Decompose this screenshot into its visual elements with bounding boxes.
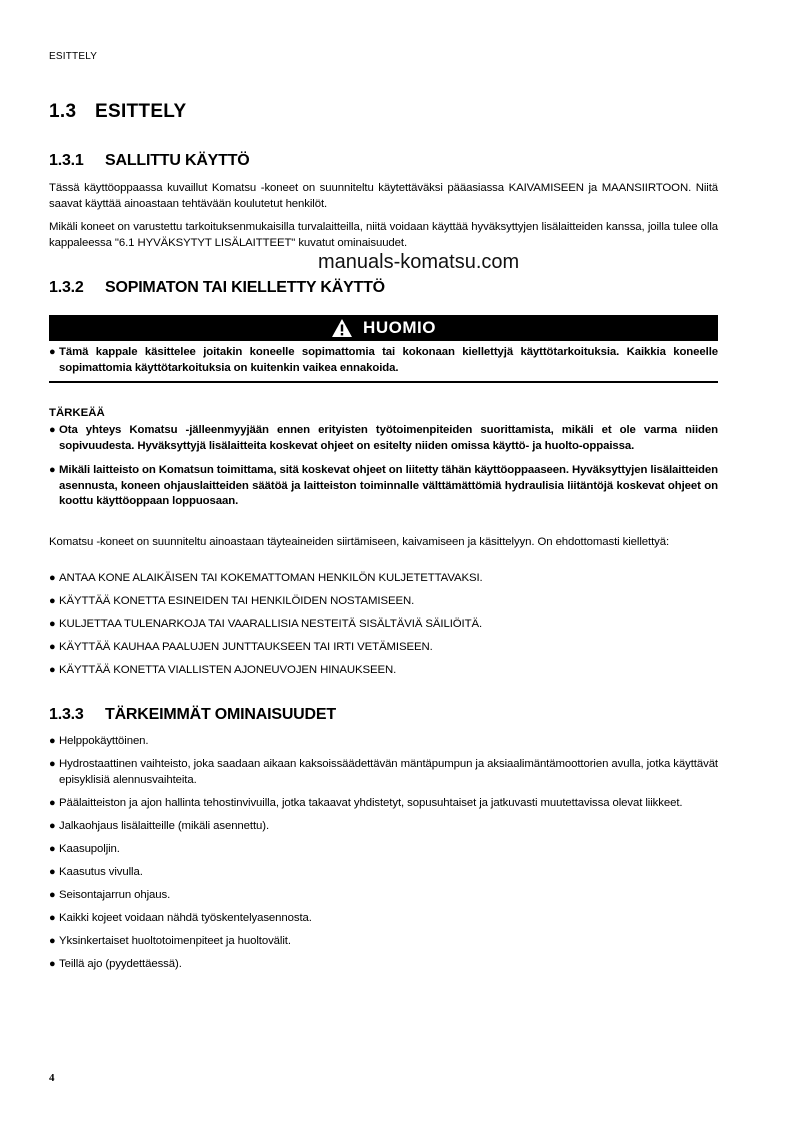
subsection-number: 1.3.1 (49, 152, 84, 169)
bullet-icon: ● (49, 911, 56, 924)
notice-banner (49, 315, 718, 341)
important-list (49, 423, 718, 510)
bullet-icon: ● (49, 888, 56, 901)
divider (49, 381, 718, 383)
feature-item (49, 957, 718, 973)
bullet-icon: ● (49, 735, 56, 747)
prohibited-item-text: KULJETTAA TULENARKOJA TAI VAARALLISIA NESTEITÄ SISÄLTÄVIÄ SÄILIÖITÄ. (59, 618, 483, 630)
prohibited-item (49, 617, 718, 633)
feature-item (49, 865, 718, 881)
subsection-number: 1.3.3 (49, 706, 84, 723)
feature-item (49, 796, 718, 812)
bullet-icon: ● (49, 424, 56, 436)
bullet-icon: ● (49, 842, 56, 855)
section-number: 1.3 (49, 101, 77, 122)
feature-item (49, 934, 718, 950)
bullet-icon: ● (49, 595, 56, 607)
feature-item (49, 888, 718, 904)
prohibited-item (49, 594, 718, 610)
feature-item-text: Helppokäyttöinen. (59, 735, 149, 747)
prohibited-list (49, 571, 718, 686)
subsection-title: SALLITTU KÄYTTÖ (105, 152, 250, 169)
bullet-icon: ● (49, 865, 56, 878)
paragraph: Mikäli koneet on varustettu tarkoituksenmukaisilla turvalaitteilla, niitä voidaan käyttää hyväksyttyjen lisälaitteiden kanssa, joilla tulee olla kappaleessa "6.1 HYVÄKSYTYT LISÄLAITTEET" kuvatut ominaisuudet. (49, 221, 718, 249)
bullet-icon: ● (49, 641, 56, 653)
feature-item-text: Kaikki kojeet voidaan nähdä työskentelyasennosta. (59, 911, 312, 924)
subsection-title: SOPIMATON TAI KIELLETTY KÄYTTÖ (105, 279, 385, 296)
warning-triangle-icon (331, 318, 353, 338)
prohibited-item-text: KÄYTTÄÄ KAUHAA PAALUJEN JUNTTAUKSEEN TAI IRTI VETÄMISEEN. (59, 641, 433, 653)
feature-item (49, 757, 718, 788)
bullet-icon: ● (49, 957, 56, 970)
bullet-icon: ● (49, 664, 56, 676)
watermark: manuals-komatsu.com (318, 251, 520, 273)
bullet-icon: ● (49, 796, 56, 809)
paragraph: Komatsu -koneet on suunniteltu ainoastaan täyteaineiden siirtämiseen, kaivamiseen ja käsittelyyn. On ehdottomasti kiellettyä: (49, 536, 670, 548)
subsection-heading-1-3-3 (49, 706, 336, 724)
bullet-icon: ● (49, 758, 56, 770)
important-label: TÄRKEÄÄ (49, 407, 105, 419)
feature-item-text: Jalkaohjaus lisälaitteille (mikäli asennettu). (59, 819, 270, 832)
prohibited-item (49, 571, 718, 587)
prohibited-item (49, 663, 718, 679)
feature-item-text: Kaasutus vivulla. (59, 865, 143, 878)
bullet-icon: ● (49, 464, 56, 476)
important-item-text: Mikäli laitteisto on Komatsun toimittama, sitä koskevat ohjeet on liitetty tähän käyttöoppaaseen. Hyväksyttyjen lisälaitteiden asennusta, koneen ohjauslaitteiden säätöä ja laitteiston toiminnalle välttämättömiä hydraulisia liitäntöjä koskevat ohjeet on koottu käyttöoppaan loppuosaan. (59, 464, 718, 507)
subsection-heading-1-3-2 (49, 279, 385, 297)
feature-item-text: Kaasupoljin. (59, 842, 120, 855)
subsection-number: 1.3.2 (49, 279, 84, 296)
features-list (49, 734, 718, 980)
paragraph: Tässä käyttöoppaassa kuvaillut Komatsu -koneet on suunniteltu käytettäväksi pääasiassa KAIVAMISEEN ja MAANSIIRTOON. Niitä saavat käyttää ainoastaan tehtävään koulutetut henkilöt. (49, 182, 718, 210)
prohibited-item-text: ANTAA KONE ALAIKÄISEN TAI KOKEMATTOMAN HENKILÖN KULJETETTAVAKSI. (59, 572, 483, 584)
notice-list (49, 345, 718, 376)
feature-item (49, 911, 718, 927)
bullet-icon: ● (49, 346, 56, 358)
notice-item (49, 345, 718, 376)
page-number: 4 (49, 1072, 55, 1084)
subsection-title: TÄRKEIMMÄT OMINAISUUDET (105, 706, 336, 723)
feature-item (49, 734, 718, 750)
feature-item-text: Hydrostaattinen vaihteisto, joka saadaan aikaan kaksoissäädettävän mäntäpumpun ja aksiaalimäntämoottorien avulla, jotka käyttävät episyklisiä alennusvaihteita. (59, 758, 718, 786)
bullet-icon: ● (49, 819, 56, 832)
notice-title: HUOMIO (363, 318, 436, 337)
feature-item (49, 819, 718, 835)
section-title: ESITTELY (95, 101, 187, 122)
feature-item-text: Seisontajarrun ohjaus. (59, 888, 171, 901)
bullet-icon: ● (49, 934, 56, 947)
feature-item-text: Päälaitteiston ja ajon hallinta tehostinvivuilla, jotka takaavat yhdistetyt, sopusuhtaiset ja jatkuvasti muutettavissa olevat liikkeet. (59, 796, 683, 809)
prohibited-item (49, 640, 718, 656)
bullet-icon: ● (49, 618, 56, 630)
feature-item-text: Yksinkertaiset huoltotoimenpiteet ja huoltovälit. (59, 934, 291, 947)
bullet-icon: ● (49, 572, 56, 584)
important-item (49, 423, 718, 454)
prohibited-item-text: KÄYTTÄÄ KONETTA ESINEIDEN TAI HENKILÖIDEN NOSTAMISEEN. (59, 595, 415, 607)
running-head: ESITTELY (49, 51, 98, 62)
prohibited-item-text: KÄYTTÄÄ KONETTA VIALLISTEN AJONEUVOJEN HINAUKSEEN. (59, 664, 397, 676)
subsection-heading-1-3-1 (49, 152, 250, 170)
notice-item-text: Tämä kappale käsittelee joitakin koneelle sopimattomia tai kokonaan kiellettyjä käyttötarkoituksia. Kaikkia koneelle sopimattomia käyttötarkoituksia on kuitenkin vaikea ennakoida. (59, 346, 718, 374)
feature-item (49, 842, 718, 858)
feature-item-text: Teillä ajo (pyydettäessä). (59, 957, 182, 970)
important-item-text: Ota yhteys Komatsu -jälleenmyyjään ennen erityisten työtoimenpiteiden suorittamista, mikäli et ole varma niiden sopivuudesta. Hyväksyttyjä lisälaitteita koskevat ohjeet on esitelty niiden omissa käyttö- ja huolto-oppaissa. (59, 424, 718, 452)
important-item (49, 463, 718, 510)
section-heading (49, 101, 186, 123)
